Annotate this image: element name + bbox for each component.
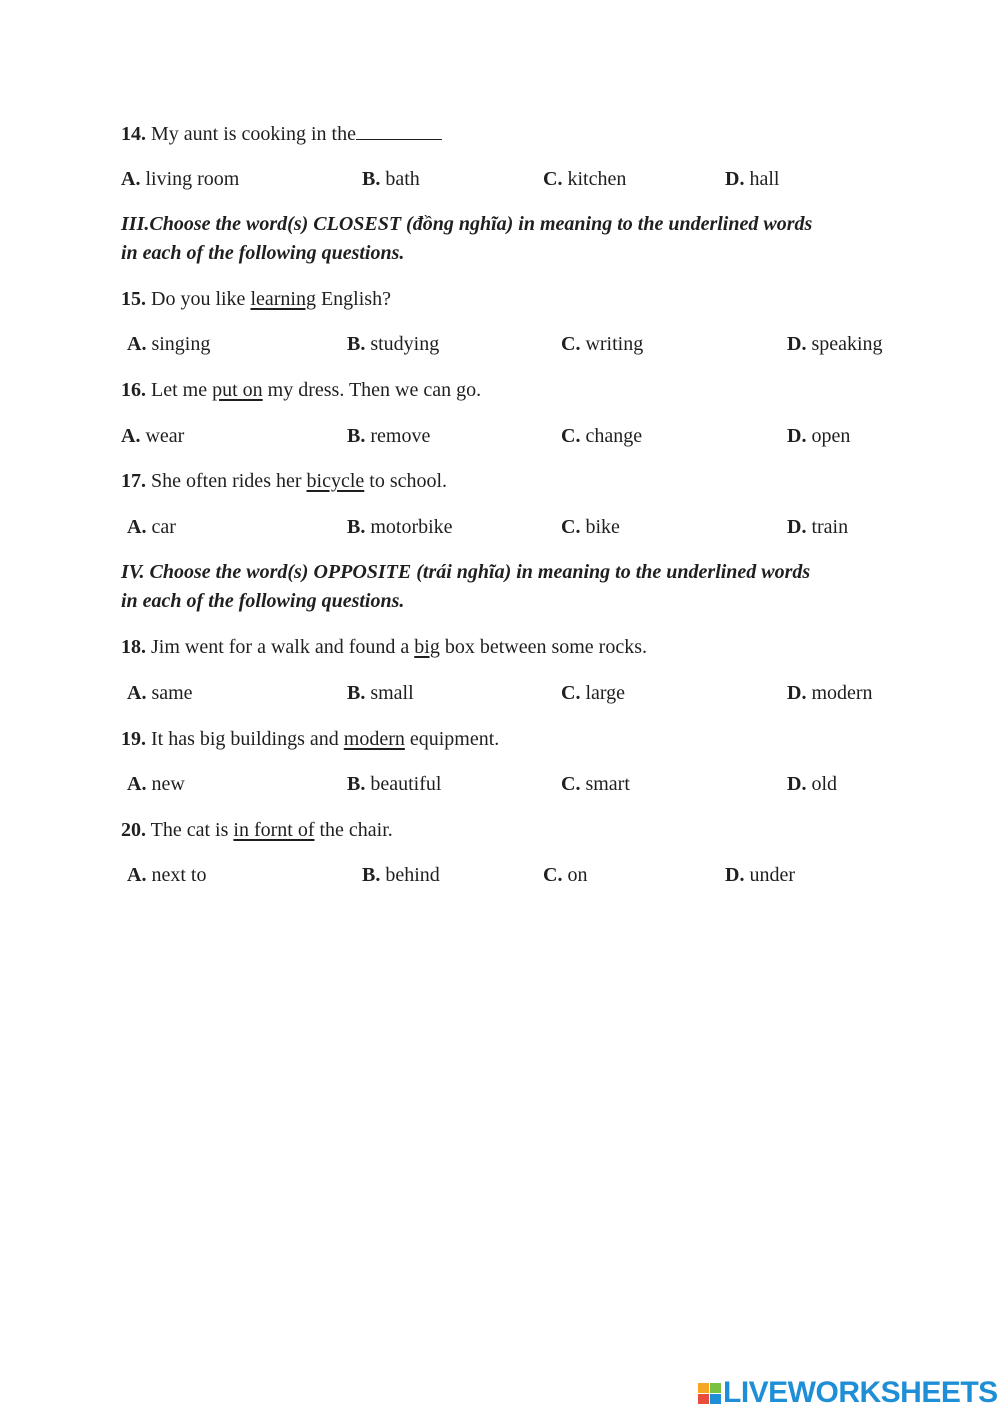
q17-option-c[interactable]: C. bike [561,516,620,538]
q18-option-a[interactable]: A. same [127,682,193,704]
question-18: 18. Jim went for a walk and found a big box between some rocks. [121,636,647,658]
q15-option-d[interactable]: D. speaking [787,333,883,355]
underlined-word: learning [250,288,316,310]
q19-option-b[interactable]: B. beautiful [347,773,442,795]
q20-option-a[interactable]: A. next to [127,864,207,886]
liveworksheets-logo [697,1378,998,1408]
liveworksheets-logo-icon [697,1379,723,1407]
q18-option-b[interactable]: B. small [347,682,414,704]
q18-option-c[interactable]: C. large [561,682,626,704]
q18-option-d[interactable]: D. modern [787,682,873,704]
underlined-word: in fornt of [233,819,315,841]
q16-option-c[interactable]: C. change [561,425,643,447]
q14-option-d[interactable]: D. hall [725,168,780,190]
q20-option-c[interactable]: C. on [543,864,588,886]
q17-option-b[interactable]: B. motorbike [347,516,453,538]
underlined-word: big [414,636,440,658]
question-16: 16. Let me put on my dress. Then we can go. [121,379,482,401]
q20-option-b[interactable]: B. behind [362,864,440,886]
q14-option-a[interactable]: A. living room [121,168,240,190]
section-3-instruction-line1: III.Choose the word(s) CLOSEST (đồng nghĩa) in meaning to the underlined words [121,213,813,235]
question-17: 17. She often rides her bicycle to school. [121,470,448,492]
underlined-word: put on [212,379,263,401]
question-20: 20. The cat is in fornt of the chair. [121,819,393,841]
q19-option-d[interactable]: D. old [787,773,838,795]
q15-option-b[interactable]: B. studying [347,333,440,355]
question-15: 15. Do you like learning English? [121,288,391,310]
liveworksheets-logo-text: LIVEWORKSHEETS [723,1376,998,1409]
q15-option-c[interactable]: C. writing [561,333,644,355]
question-19: 19. It has big buildings and modern equipment. [121,728,500,750]
section-3-instruction-line2: in each of the following questions. [121,242,405,264]
q14-option-b[interactable]: B. bath [362,168,420,190]
section-4-instruction-line2: in each of the following questions. [121,590,405,612]
q20-option-d[interactable]: D. under [725,864,795,886]
q17-option-a[interactable]: A. car [127,516,176,538]
answer-blank[interactable] [356,121,442,140]
question-14: 14. My aunt is cooking in the [121,121,442,146]
underlined-word: bicycle [306,470,365,492]
underlined-word: modern [343,728,405,750]
q19-option-a[interactable]: A. new [127,773,185,795]
q17-option-d[interactable]: D. train [787,516,849,538]
q16-option-d[interactable]: D. open [787,425,851,447]
section-4-instruction-line1: IV. Choose the word(s) OPPOSITE (trái nghĩa) in meaning to the underlined words [121,561,811,583]
q16-option-b[interactable]: B. remove [347,425,431,447]
q15-option-a[interactable]: A. singing [127,333,211,355]
q16-option-a[interactable]: A. wear [121,425,185,447]
q19-option-c[interactable]: C. smart [561,773,630,795]
q14-option-c[interactable]: C. kitchen [543,168,627,190]
